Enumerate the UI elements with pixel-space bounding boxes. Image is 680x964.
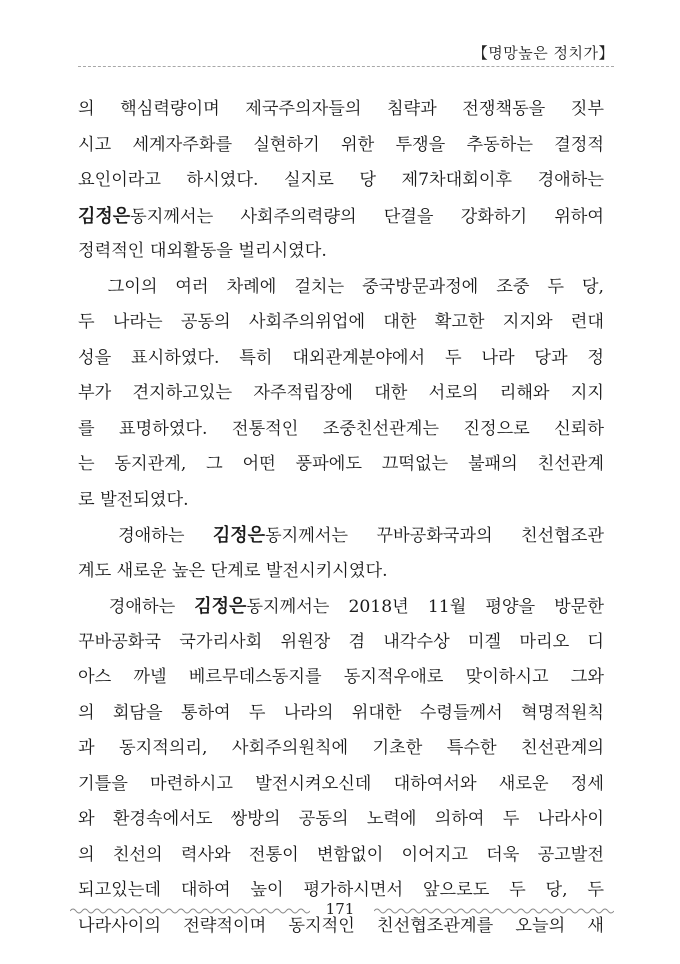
- text-line: 아스 까넬 베르무데스동지를 동지적우애로 맞이하시고 그와: [78, 667, 604, 687]
- text-line: 부가 견지하고있는 자주적립장에 대한 서로의 리해와 지지: [78, 383, 604, 403]
- text-line: 되고있는데 대하여 높이 평가하시면서 앞으로도 두 당, 두: [78, 880, 604, 900]
- text-line: 시고 세계자주화를 실현하기 위한 투쟁을 추동하는 결정적: [78, 134, 604, 155]
- body-text: [78, 92, 604, 944]
- text-segment: 동지께서는 사회주의력량의 단결을 강화하기 위하여: [130, 206, 604, 227]
- text-line: 의 핵심력량이며 제국주의자들의 침략과 전쟁책동을 짓부: [78, 99, 604, 119]
- text-line: 계도 새로운 높은 단계로 발전시키시였다.: [78, 560, 388, 581]
- text-line: 기틀을 마련하시고 발전시켜오신데 대하여서와 새로운 정세: [78, 773, 604, 794]
- text-line: 의 회담을 통하여 두 나라의 위대한 수령들께서 혁명적원칙: [78, 702, 604, 723]
- running-header: 【명망높은 정치가】: [472, 44, 614, 62]
- text-segment: 그이의 여러 차례에 걸치는 중국방문과정에 조중 두 당,: [107, 276, 604, 297]
- text-line: 두 나라는 공동의 사회주의위업에 대한 확고한 지지와 련대: [78, 312, 604, 332]
- text-line: 꾸바공화국 국가리사회 위원장 겸 내각수상 미겔 마리오 디: [78, 631, 604, 652]
- text-line: 로 발전되였다.: [78, 489, 189, 510]
- text-line: 성을 표시하였다. 특히 대외관계분야에서 두 나라 당과 정: [78, 347, 604, 368]
- header-divider: [78, 66, 614, 67]
- text-segment: 동지께서는 2018년 11월 평양을 방문한: [246, 597, 604, 617]
- footer-ornament-right: [374, 906, 614, 916]
- text-segment: 경애하는: [108, 597, 195, 617]
- text-line: 나라사이의 전략적이며 동지적인 친선협조관계를 오늘의 새: [78, 915, 604, 936]
- text-line: 와 환경속에서도 쌍방의 공동의 노력에 의하여 두 나라사이: [78, 809, 604, 829]
- leader-name: 김정은: [212, 525, 266, 546]
- page-number: 171: [325, 900, 355, 918]
- text-line: 를 표명하였다. 전통적인 조중친선관계는 진정으로 신뢰하: [78, 418, 604, 439]
- text-line: 요인이라고 하시였다. 실지로 당 제7차대회이후 경애하는: [78, 170, 604, 190]
- text-line: 의 친선의 력사와 전통이 변함없이 이어지고 더욱 공고발전: [78, 844, 604, 865]
- text-line: [78, 518, 604, 554]
- text-line: [78, 199, 604, 235]
- text-segment: 경애하는: [118, 526, 213, 546]
- leader-name: 김정은: [78, 205, 131, 227]
- text-line: [78, 270, 604, 306]
- text-line: 과 동지적의리, 사회주의원칙에 기초한 특수한 친선관계의: [78, 738, 604, 758]
- page-footer: [60, 900, 620, 924]
- text-line: [78, 589, 604, 625]
- leader-name: 김정은: [194, 596, 247, 617]
- text-segment: 동지께서는 꾸바공화국과의 친선협조관: [265, 526, 604, 546]
- text-line: 정력적인 대외활동을 벌리시였다.: [78, 241, 327, 261]
- text-line: 는 동지관계, 그 어떤 풍파에도 끄떡없는 불패의 친선관계: [78, 454, 604, 474]
